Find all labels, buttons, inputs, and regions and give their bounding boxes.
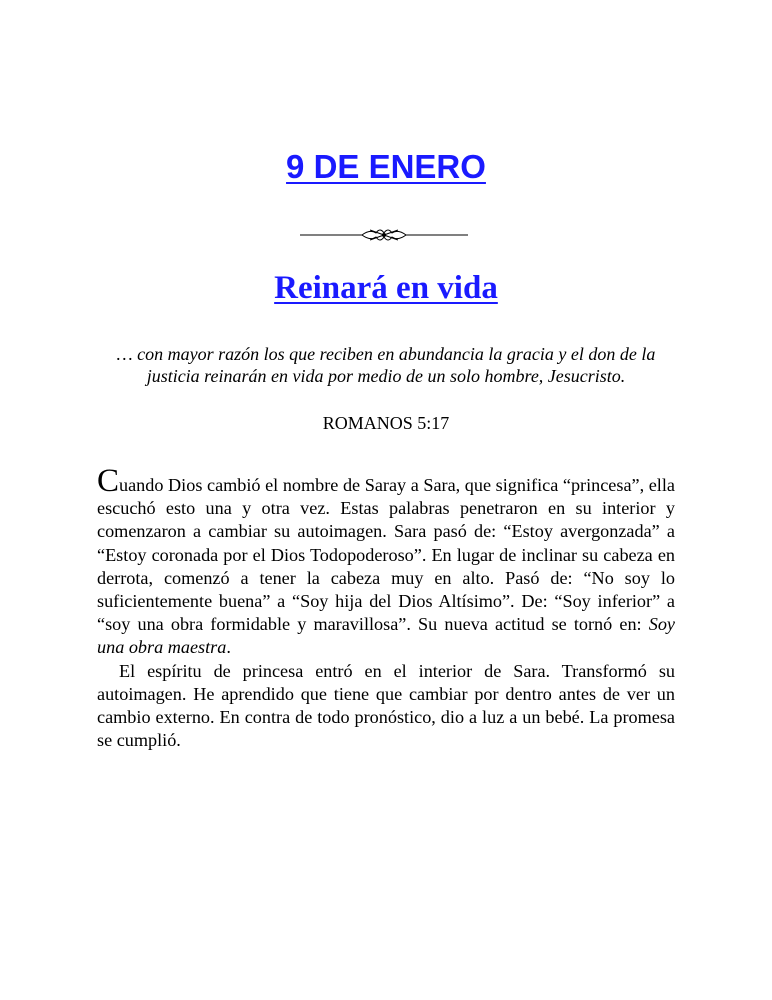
decorative-divider-icon <box>300 224 470 246</box>
paragraph-2: El espíritu de princesa entró en el interior de Sara. Transformó su autoimagen. He aprendido que tiene que cambiar por dentro antes de ver un cambio externo. En contra de todo pronóstico, dio a luz a un bebé. La promesa se cumplió. <box>97 660 675 751</box>
devotional-body <box>97 463 675 752</box>
date-heading <box>0 147 772 187</box>
paragraph-1-text: uando Dios cambió el nombre de Saray a Sara, que significa “princesa”, ella escuchó esto una y otra vez. Estas palabras penetraron en su interior y comenzaron a cambiar su autoimagen. Sara pasó de: “Estoy avergonzada” a “Estoy coronada por el Dios Todopoderoso”. En lugar de inclinar su cabeza en derrota, comenzó a tener la cabeza muy en alto. Pasó de: “No soy lo suficientemente buena” a “Soy hija del Dios Altísimo”. De: “Soy inferior” a “soy una obra formidable y maravillosa”. Su nueva actitud se tornó en: <box>97 475 675 635</box>
devotional-title <box>0 267 772 309</box>
date-link[interactable]: 9 DE ENERO <box>286 148 486 185</box>
paragraph-1 <box>97 463 675 660</box>
paragraph-1-italic: Soy una obra maestra <box>97 614 675 658</box>
drop-cap: C <box>97 463 120 499</box>
epigraph-quote: … con mayor razón los que reciben en abundancia la gracia y el don de la justicia reinarán en vida por medio de un solo hombre, Jesucristo. <box>116 344 656 386</box>
paragraph-1-end: . <box>226 637 231 658</box>
scripture-reference: ROMANOS 5:17 <box>322 413 450 433</box>
title-link[interactable]: Reinará en vida <box>274 270 498 306</box>
